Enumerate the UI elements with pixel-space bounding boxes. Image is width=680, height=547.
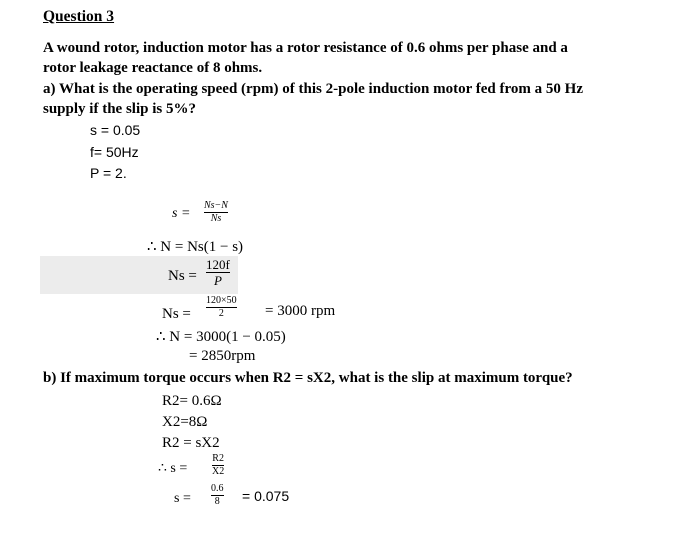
slip-eq-numerator: Ns−N — [204, 200, 228, 211]
given-slip: s = 0.05 — [90, 122, 141, 138]
slip-max-value-numerator: 0.6 — [211, 483, 224, 494]
sync-speed-lhs: Ns = — [168, 268, 197, 284]
sync-speed-numerator: 120f — [206, 257, 230, 272]
part-b-question: b) If maximum torque occurs when R2 = sX2, what is the slip at maximum torque? — [43, 370, 573, 386]
sync-speed-result: = 3000 rpm — [265, 303, 336, 319]
sync-speed-value-numerator: 120×50 — [206, 295, 237, 306]
intro-line-1: A wound rotor, induction motor has a rotor resistance of 0.6 ohms per phase and a — [43, 40, 568, 56]
given-frequency: f= 50Hz — [90, 144, 139, 160]
slip-eq-lhs: s = — [172, 206, 191, 221]
slip-max-result: = 0.075 — [242, 488, 290, 504]
speed-result: = 2850rpm — [189, 348, 256, 364]
speed-eq: ∴ N = Ns(1 − s) — [147, 239, 244, 255]
sync-speed-fraction — [206, 258, 230, 287]
sync-speed-value-lhs: Ns = — [162, 306, 191, 322]
sync-speed-value-denominator: 2 — [218, 308, 224, 319]
sync-speed-denominator: P — [213, 273, 222, 288]
slip-max-numerator: R2 — [212, 453, 224, 464]
slip-max-denominator: X2 — [212, 466, 225, 477]
given-rotor-reactance: X2=8Ω — [162, 414, 208, 430]
question-heading: Question 3 — [43, 8, 115, 25]
slip-max-value-denominator: 8 — [214, 496, 220, 507]
part-a-line-1: a) What is the operating speed (rpm) of this 2-pole induction motor fed from a 50 Hz — [43, 81, 583, 97]
part-a-line-2: supply if the slip is 5%? — [43, 101, 196, 117]
given-rotor-resistance: R2= 0.6Ω — [162, 393, 222, 409]
slip-max-value-fraction — [211, 484, 224, 507]
slip-eq-fraction — [204, 201, 228, 224]
max-torque-condition: R2 = sX2 — [162, 435, 220, 451]
intro-line-2: rotor leakage reactance of 8 ohms. — [43, 60, 263, 76]
given-poles: P = 2. — [90, 165, 127, 181]
slip-max-value-lhs: s = — [174, 491, 191, 506]
slip-max-fraction — [212, 454, 224, 477]
slip-max-lhs: ∴ s = — [158, 461, 188, 476]
slip-eq-denominator: Ns — [210, 213, 222, 224]
sync-speed-value-fraction — [206, 296, 237, 319]
speed-substitution: ∴ N = 3000(1 − 0.05) — [156, 329, 286, 345]
